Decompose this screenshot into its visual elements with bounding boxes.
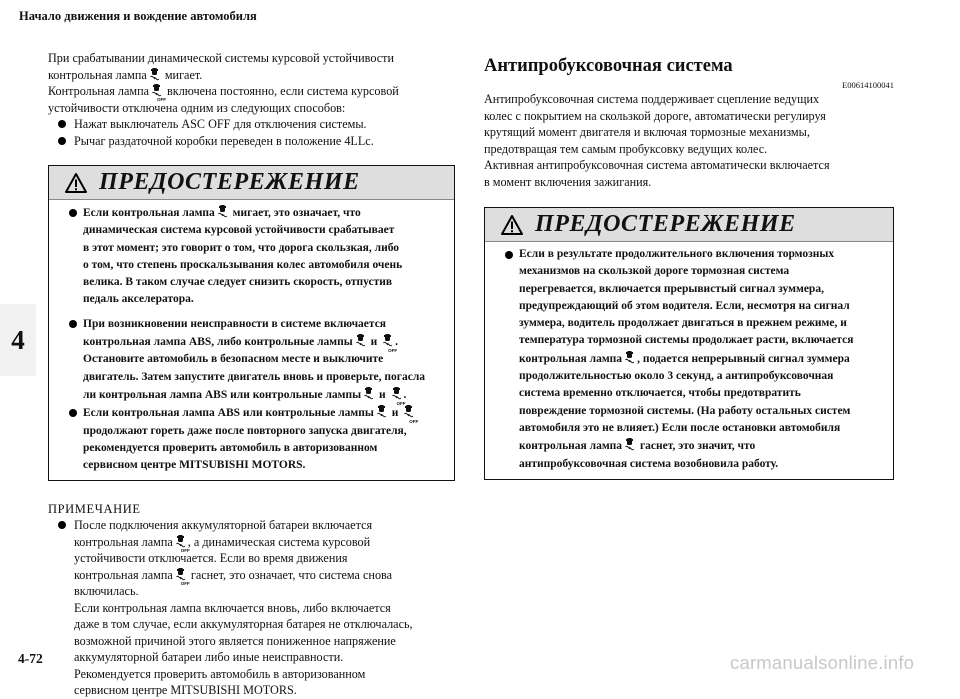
bullet-dot (69, 209, 77, 217)
warning-header (485, 208, 893, 242)
warning-triangle-icon (65, 173, 87, 193)
stability-lamp-icon (624, 437, 635, 451)
warning-bullet: При возникновении неисправности в системе включается контрольная лампа ABS, либо контрольные лампы и OFF. Остановите автомобиль в безопасном месте и выключите двигатель. Затем запустите двигатель вновь и проверьте, погасла ли контрольная лампа ABS или контрольные лампы и OFF. (49, 316, 444, 404)
stability-off-lamp-icon (151, 83, 162, 97)
warning-box-left (48, 165, 455, 481)
warning-title: ПРЕДОСТЕРЕЖЕНИЕ (99, 169, 360, 195)
watermark-text: carmanualsonline.info (730, 652, 915, 673)
section-code: E00614100041 (842, 80, 894, 90)
stability-lamp-icon (624, 350, 635, 364)
section-title: Антипробуксовочная система (484, 56, 733, 76)
stability-lamp-icon (363, 386, 374, 400)
bullet-dot (58, 521, 66, 529)
page-header-title: Начало движения и вождение автомобиля (19, 9, 257, 23)
left-column (48, 50, 455, 699)
warning-header (49, 166, 454, 200)
intro-bullet: Рычаг раздаточной коробки переведен в положение 4LLc. (48, 133, 455, 150)
stability-lamp-icon (149, 67, 160, 81)
note-bullet: После подключения аккумуляторной батареи включается контрольная лампа OFF , а динамическая система курсовой устойчивости отключается. Если во время движения контрольная лампа OFF гаснет, это означает, что система снова включилась. Если контрольная лампа включается вновь, либо включается даже в том случае, если аккумуляторная батарея не отключалась, возможной причиной этого является пониженное напряжение аккумуляторной батареи либо иные неисправности. Рекомендуется проверить автомобиль в авторизованном сервисном центре MITSUBISHI MOTORS. (48, 517, 455, 699)
stability-lamp-icon (217, 204, 228, 218)
stability-lamp-icon (355, 333, 366, 347)
section-paragraph: Антипробуксовочная система поддерживает сцепление ведущих колес с покрытием на скользкой дороге, автоматически регулируя крутящий момент двигателя и включая тормозные механизмы, предотвращая тем самым пробуксовку ведущих колес. Активная антипробуксовочная система автоматически включается в момент включения зажигания. (484, 92, 830, 189)
stability-off-lamp-icon (382, 333, 393, 347)
note-section (48, 501, 455, 699)
bullet-dot (58, 120, 66, 128)
warning-title: ПРЕДОСТЕРЕЖЕНИЕ (535, 211, 796, 237)
chapter-number: 4 (11, 324, 25, 355)
stability-off-lamp-icon (403, 404, 414, 418)
stability-off-lamp-icon (391, 386, 402, 400)
bullet-dot (69, 320, 77, 328)
intro-paragraph: При срабатывании динамической системы курсовой устойчивости контрольная лампа мигает. Контрольная лампа OFF включена постоянно, если система курсовой устойчивости отключена одним из следующих способов: (48, 50, 455, 116)
warning-bullet: Если контрольная лампа ABS или контрольные лампы и OFF продолжают гореть даже после повторного запуска двигателя, рекомендуется проверить автомобиль в авторизованном сервисном центре MITSUBISHI MOTORS. (49, 404, 444, 474)
warning-bullet: Если контрольная лампа мигает, это означает, что динамическая система курсовой устойчивости срабатывает в этот момент; это говорит о том, что дорога скользкая, либо о том, что степень проскальзывания колес автомобиля очень велика. В таком случае следует снизить скорость, отпустив педаль акселератора. (49, 204, 444, 309)
stability-off-lamp-icon (175, 534, 186, 548)
note-title: ПРИМЕЧАНИЕ (48, 502, 141, 517)
chapter-tab (0, 304, 36, 376)
right-column (484, 55, 894, 480)
warning-bullet: Если в результате продолжительного включения тормозных механизмов на скользкой дороге тормозная система перегревается, включается прерывистый сигнал зуммера, предупреждающий об этом водителя. Если, несмотря на сигнал зуммера, водитель продолжает двигаться в прежнем режиме, и температура тормозной системы продолжает расти, включается контрольная лампа , подается непрерывный сигнал зуммера продолжительностью около 3 секунд, а антипробуксовочная система временно отключается, чтобы предотвратить повреждение тормозной системы. (На работу остальных систем автомобиля это не влияет.) Если после остановки автомобиля контрольная лампа гаснет, это значит, что антипробуксовочная система возобновила работу. (485, 246, 883, 473)
page-number: 4-72 (18, 651, 43, 666)
intro-bullet: Нажат выключатель ASC OFF для отключения системы. (48, 116, 455, 133)
warning-box-right (484, 207, 894, 480)
bullet-dot (69, 409, 77, 417)
stability-lamp-icon (376, 404, 387, 418)
stability-off-lamp-icon (175, 567, 186, 581)
bullet-dot (505, 251, 513, 259)
warning-triangle-icon (501, 215, 523, 235)
bullet-dot (58, 137, 66, 145)
